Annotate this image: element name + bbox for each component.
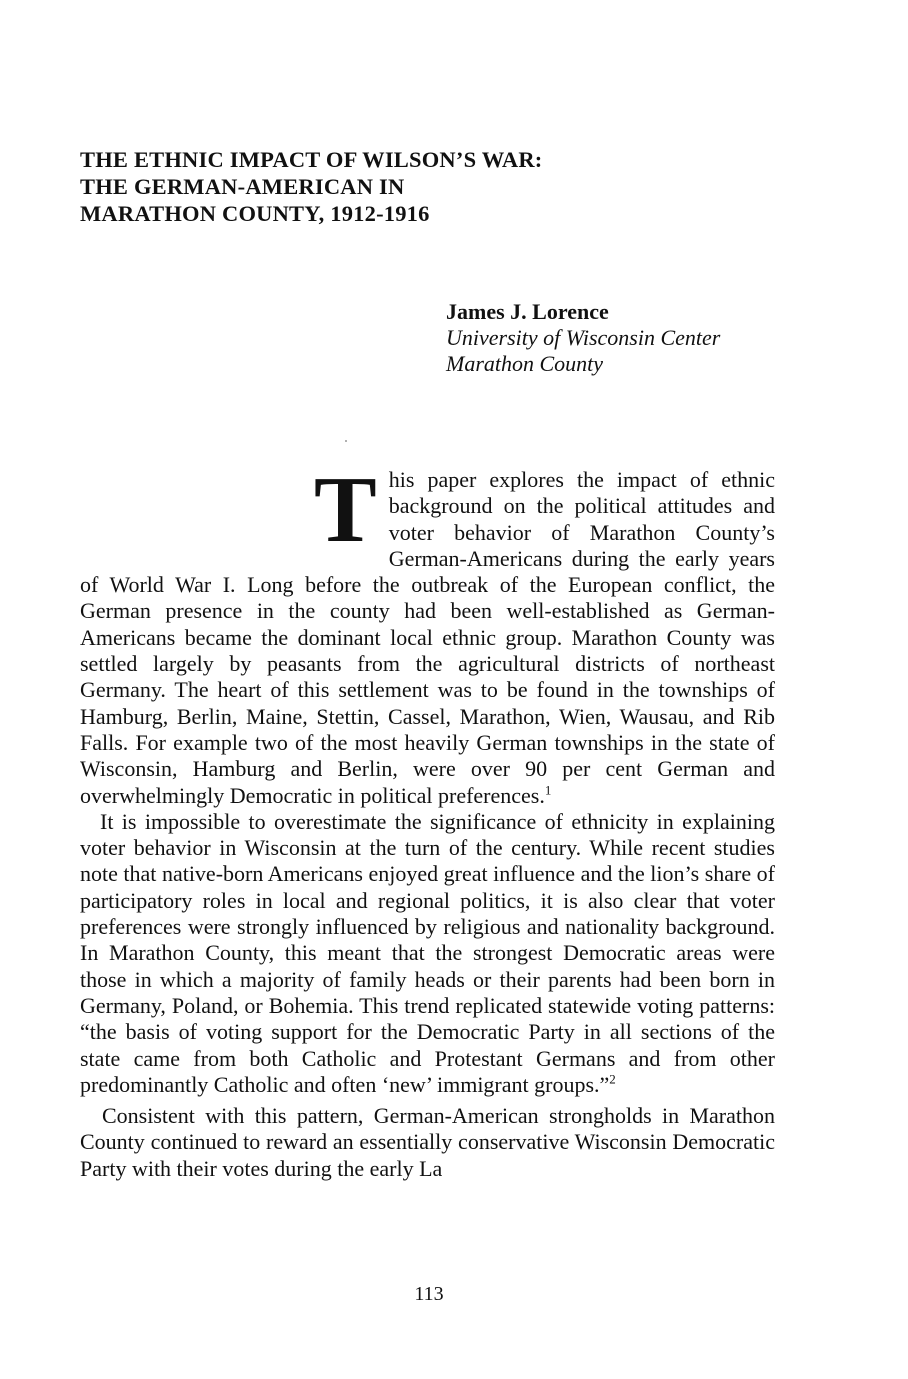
paragraph-2-text: It is impossible to overestimate the significance of ethnicity in explaining voter behavior in Wisconsin at the turn of the century. While recent studies note that native-born Americans enjoyed great influence and the lion’s share of participatory roles in local and regional politics, it is also clear that voter preferences were strongly influenced by religious and nationality background. In Marathon County, this meant that the strongest Democratic areas were those in which a majority of family heads or their parents had been born in Germany, Poland, or Bohemia. This trend replicated statewide voting patterns: “the basis of voting support for the Democratic Party in all sections of the state came from both Catholic and Protestant Germans and from other predominantly Catholic and often ‘new’ immigrant groups.” [80, 808, 775, 1097]
footnote-ref-2: 2 [609, 1071, 616, 1087]
paragraph-2 [80, 809, 775, 1098]
paragraph-3-text: Consistent with this pattern, German-American strongholds in Marathon County continued to reward an essentially conservative Wisconsin Democratic Party with their votes during the early La [80, 1103, 775, 1181]
title-line-2: THE GERMAN-AMERICAN IN [80, 174, 405, 199]
byline [446, 299, 826, 377]
page-number: 113 [414, 1283, 444, 1305]
drop-cap: T [314, 458, 377, 562]
paragraph-3 [80, 1103, 775, 1182]
author-affiliation-1: University of Wisconsin Center [446, 325, 721, 350]
title-line-1: THE ETHNIC IMPACT OF WILSON’S WAR: [80, 147, 543, 172]
article-title [80, 146, 800, 227]
paragraph-1 [80, 458, 775, 809]
print-speck [345, 440, 347, 442]
footnote-ref-1: 1 [544, 782, 552, 798]
paragraph-1-text: his paper explores the impact of ethnic background on the political attitudes and voter behavior of Marathon County’s German-Americans during the early years of World War I. Long before the outbreak of the European conflict, the German presence in the county had been well-established as German-Americans became the dominant local ethnic group. Marathon County was settled largely by peasants from the agricultural districts of northeast Germany. The heart of this settlement was to be found in the townships of Hamburg, Berlin, Maine, Stettin, Cassel, Marathon, Wien, Wausau, and Rib Falls. For example two of the most heavily German townships in the state of Wisconsin, Hamburg and Berlin, were over 90 per cent German and overwhelmingly Democratic in political preferences. [80, 467, 775, 808]
author-affiliation-2: Marathon County [446, 351, 604, 376]
article-body [80, 458, 775, 1182]
author-name: James J. Lorence [446, 299, 609, 324]
title-line-3: MARATHON COUNTY, 1912-1916 [80, 201, 430, 226]
